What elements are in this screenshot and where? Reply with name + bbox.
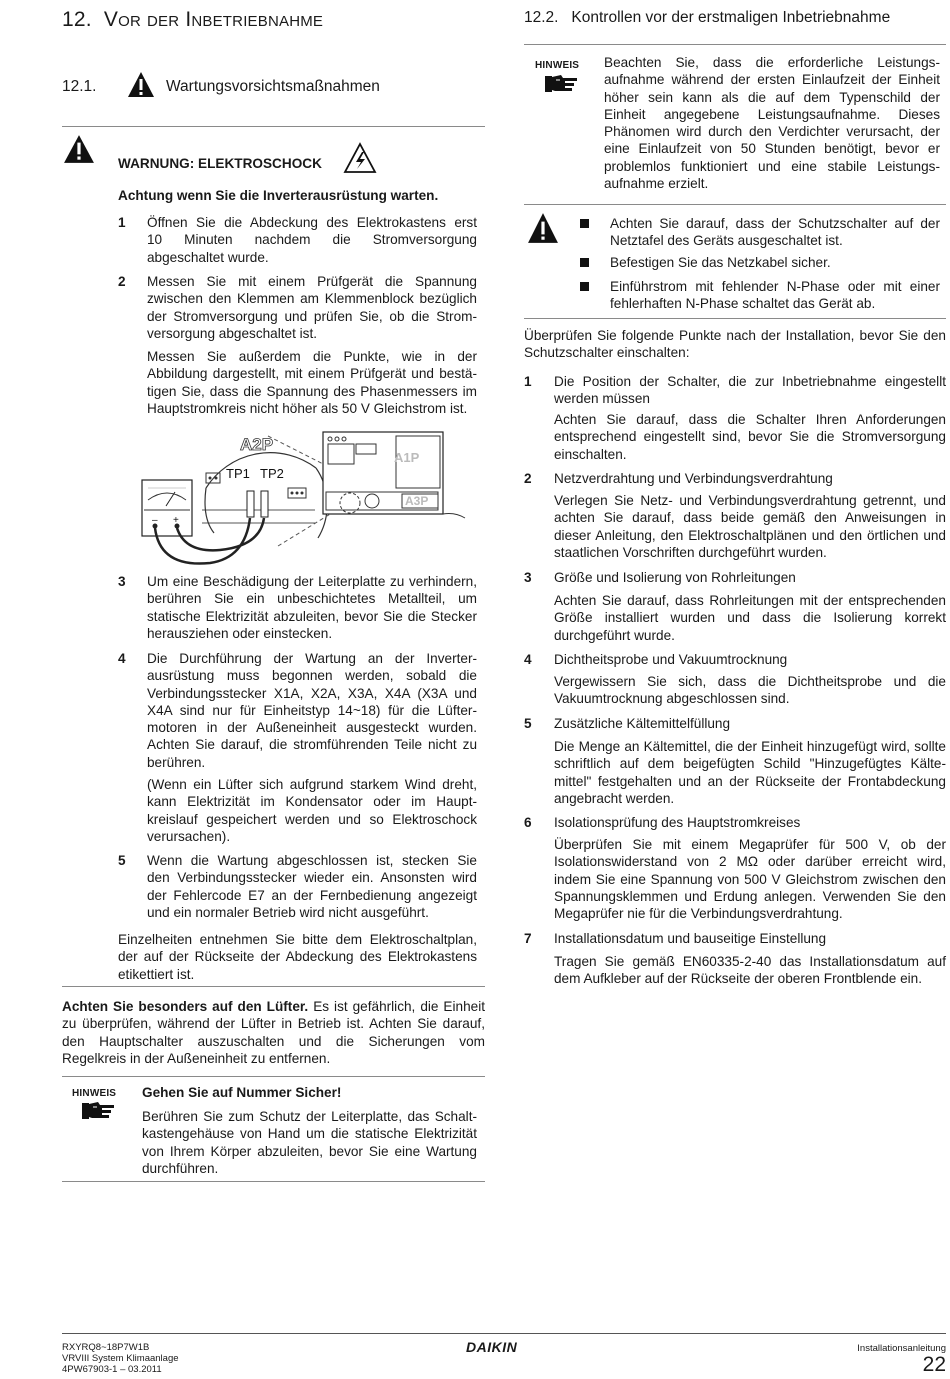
label-a1p: A1P <box>394 450 420 465</box>
divider <box>62 986 485 987</box>
section-number: 12.2. <box>524 9 559 26</box>
list-number: 4 <box>524 652 532 667</box>
chapter-number: 12. <box>62 8 92 31</box>
list-item-body: Überprüfen Sie mit einem Megaprüfer für 500 V, ob der Isolationswiderstand von 2 MΩ oder darüber erreicht wird, indem Sie eine Spannung von 500 V Gleichstrom zwischen den Spannungsklemmen und Erdung anlegen. Verwenden Sie den Megaprüfer nie für die Verbindungsverdrahtung. <box>554 837 946 922</box>
details-paragraph: Einzelheiten entnehmen Sie bitte dem Elektroschaltplan, der auf der Rückseite der Abdeckung des Elektrokastens etikettiert ist. <box>118 932 477 982</box>
note-title: Gehen Sie auf Nummer Sicher! <box>142 1085 342 1100</box>
note-body: Berühren Sie zum Schutz der Leiterplatte, das Schalt- kastengehäuse von Hand um die statische Elektrizität von Ihrem Körper abzuleiten, bevor Sie eine Wartung durchführen. <box>142 1109 477 1176</box>
list-number: 3 <box>524 570 532 585</box>
label-a3p: A3P <box>405 494 429 508</box>
pointing-hand-icon <box>80 1099 116 1121</box>
list-number: 7 <box>524 931 532 946</box>
footer-divider <box>62 1333 946 1334</box>
list-number: 4 <box>118 651 126 666</box>
list-item-body: Vergewissern Sie sich, dass die Dichtheitsprobe und die Vakuumtrocknung abgeschlossen sind. <box>554 674 946 707</box>
page-number: 22 <box>922 1353 946 1376</box>
list-item: Die Durchführung der Wartung an der Inverter- ausrüstung muss begonnen werden, sobald die Verbindungsstecker X1A, X2A, X3A, X4A (X3A und X4A sind nur für Einheitstyp 14~18) für die Lüfter- motoren in der Außeneinheit ausgesteckt wurden. Achten Sie darauf, die stromführenden Teile nicht zu berühren. <box>147 651 477 770</box>
warning-bullet: Achten Sie darauf, dass der Schutzschalter auf der Netztafel des Geräts ausgeschaltet ist. <box>610 216 940 249</box>
warning-title: WARNUNG: ELEKTROSCHOCK <box>118 156 322 171</box>
list-item-title: Größe und Isolierung von Rohrleitungen <box>554 570 796 585</box>
list-item-title: Die Position der Schalter, die zur Inbetriebnahme eingestellt werden müssen <box>554 374 946 407</box>
pcb-measurement-figure <box>140 428 480 578</box>
list-item: Wenn die Wartung abgeschlossen ist, stecken Sie den Verbindungsstecker wieder ein. Ansonsten wird der Fehlercode E7 an der Fernbedienung angezeigt und ein normaler Betrieb wird nicht ausgeführt. <box>147 853 477 920</box>
chapter-title: Vor der Inbetriebnahme <box>103 8 324 31</box>
bullet-marker <box>580 258 589 267</box>
list-number: 5 <box>524 716 532 731</box>
bullet-marker <box>580 219 589 228</box>
note-body: Beachten Sie, dass die erforderliche Leistungs- aufnahme während der ersten Einlaufzeit der Einheit höher sein kann als die auf dem Typenschild der Einheit angegebene Leistungsaufnahme. Dieses Phänomen wird durch den Verdichter verursacht, der eine Einlaufzeit von 50 Stunden benötigt, bevor er problemlos funktioniert und eine stabile Leistungs- aufnahme erzielt. <box>604 55 940 192</box>
list-item-body: Verlegen Sie Netz- und Verbindungsverdrahtung getrennt, und achten Sie darauf, dass beide gemäß den Anweisungen in dieser Anleitung, den Elektroschaltplänen und den örtlichen und staatlichen Vorschriften durchgeführt wurden. <box>554 493 946 560</box>
divider <box>524 44 946 45</box>
brand-logo: DAIKIN <box>466 1339 518 1355</box>
list-item: Messen Sie mit einem Prüfgerät die Spannung zwischen den Klemmen am Klemmenblock bezüglich der Stromversorgung und prüfen Sie, ob die Strom- versorgung abgeschaltet ist. <box>147 274 477 341</box>
fan-paragraph: Achten Sie besonders auf den Lüfter. Es ist gefährlich, die Einheit zu überprüfen, während der Lüfter in Betrieb ist. Achten Sie darauf, den Hauptschalter auszuschalten und die Sicherungen vom Regelkreis in der Außeneinheit zu entfernen. <box>62 999 485 1066</box>
list-number: 2 <box>524 471 532 486</box>
label-a2p: A2P <box>240 435 274 454</box>
list-item: Öffnen Sie die Abdeckung des Elektrokastens erst 10 Minuten nachdem die Stromversorgung abgeschaltet wurde. <box>147 215 477 265</box>
note-tag: HINWEIS <box>72 1088 117 1099</box>
list-item-title: Netzverdrahtung und Verbindungsverdrahtung <box>554 471 833 486</box>
warning-triangle-icon <box>126 70 156 100</box>
footer-left <box>62 1342 179 1375</box>
list-number: 6 <box>524 815 532 830</box>
list-item-title: Dichtheitsprobe und Vakuumtrocknung <box>554 652 788 667</box>
model-number: RXYRQ8~18P7W1B <box>62 1342 150 1353</box>
label-minus: – <box>152 515 158 526</box>
note-tag: HINWEIS <box>535 60 580 71</box>
warning-bullet: Befestigen Sie das Netzkabel sicher. <box>610 255 831 270</box>
list-item-title: Isolationsprüfung des Hauptstromkreises <box>554 815 801 830</box>
intro-paragraph: Überprüfen Sie folgende Punkte nach der Installation, bevor Sie den Schutzschalter einschalten: <box>524 328 946 361</box>
list-number: 2 <box>118 274 126 289</box>
section-title: Wartungsvorsichtsmaßnahmen <box>166 78 380 95</box>
divider <box>524 318 946 319</box>
label-tp1: TP1 <box>226 466 250 481</box>
warning-triangle-icon <box>527 212 559 244</box>
list-item-extra: Messen Sie außerdem die Punkte, wie in der Abbildung dargestellt, mit einem Prüfgerät und bestä- tigen Sie, dass die Spannung des Phasenmessers im Hauptstromkreis nicht höher als 50 V Gleichstrom ist. <box>147 349 477 416</box>
warning-bullet: Einführstrom mit fehlender N-Phase oder mit einer fehlerhaften N-Phase schaltet das Gerät ab. <box>610 279 940 312</box>
bullet-marker <box>580 282 589 291</box>
manual-name: Installationsanleitung <box>857 1343 946 1354</box>
divider <box>524 204 946 205</box>
label-tp2: TP2 <box>260 466 284 481</box>
list-number: 3 <box>118 574 126 589</box>
system-name: VRVIII System Klimaanlage <box>62 1353 179 1364</box>
list-item-extra: (Wenn ein Lüfter sich aufgrund starkem Wind dreht, kann Elektrizität im Kondensator oder im Haupt- kreislauf gespeichert werden und so Elektroschock verursachen). <box>147 777 477 844</box>
label-plus: + <box>173 515 179 526</box>
section-heading <box>524 9 890 27</box>
caution-heading: Achtung wenn Sie die Inverterausrüstung warten. <box>118 188 439 203</box>
list-item-title: Installationsdatum und bauseitige Einstellung <box>554 931 827 946</box>
divider <box>62 1076 485 1077</box>
chapter-heading <box>62 8 323 32</box>
warning-triangle-icon <box>63 134 95 164</box>
list-item-body: Achten Sie darauf, dass die Schalter Ihren Anforderungen entsprechend eingestellt sind, bevor Sie die Stromversorgung einschalten. <box>554 412 946 462</box>
list-item-body: Die Menge an Kältemittel, die der Einheit hinzugefügt wird, sollte schriftlich auf dem beigefügten Schild "Hinzugefügtes Kälte- mittel" festgehalten und an der Rückseite der Frontabdeckung angebracht werden. <box>554 739 946 806</box>
list-number: 5 <box>118 853 126 868</box>
divider <box>62 126 485 127</box>
list-item: Um eine Beschädigung der Leiterplatte zu verhindern, berühren Sie ein unbeschichtetes Metallteil, um statische Elektrizität abzuleiten, bevor Sie die Stecker herausziehen oder einstecken. <box>147 574 477 641</box>
list-number: 1 <box>524 374 532 389</box>
list-item-title: Zusätzliche Kältemittelfüllung <box>554 716 731 731</box>
fan-bold: Achten Sie besonders auf den Lüfter. <box>62 999 309 1014</box>
pointing-hand-icon <box>543 72 579 94</box>
divider <box>62 1181 485 1182</box>
list-item-body: Tragen Sie gemäß EN60335-2-40 das Installationsdatum auf dem Aufkleber auf der Rückseite der oberen Frontblende ein. <box>554 954 946 987</box>
list-item-body: Achten Sie darauf, dass Rohrleitungen mit der entsprechenden Größe installiert wurden und dass die Isolierung korrekt durchgeführt wurde. <box>554 593 946 643</box>
section-title: Kontrollen vor der erstmaligen Inbetriebnahme <box>571 9 891 26</box>
electric-shock-icon <box>343 142 377 174</box>
list-number: 1 <box>118 215 126 230</box>
document-id: 4PW67903-1 – 03.2011 <box>62 1364 162 1375</box>
section-number: 12.1. <box>62 78 97 95</box>
